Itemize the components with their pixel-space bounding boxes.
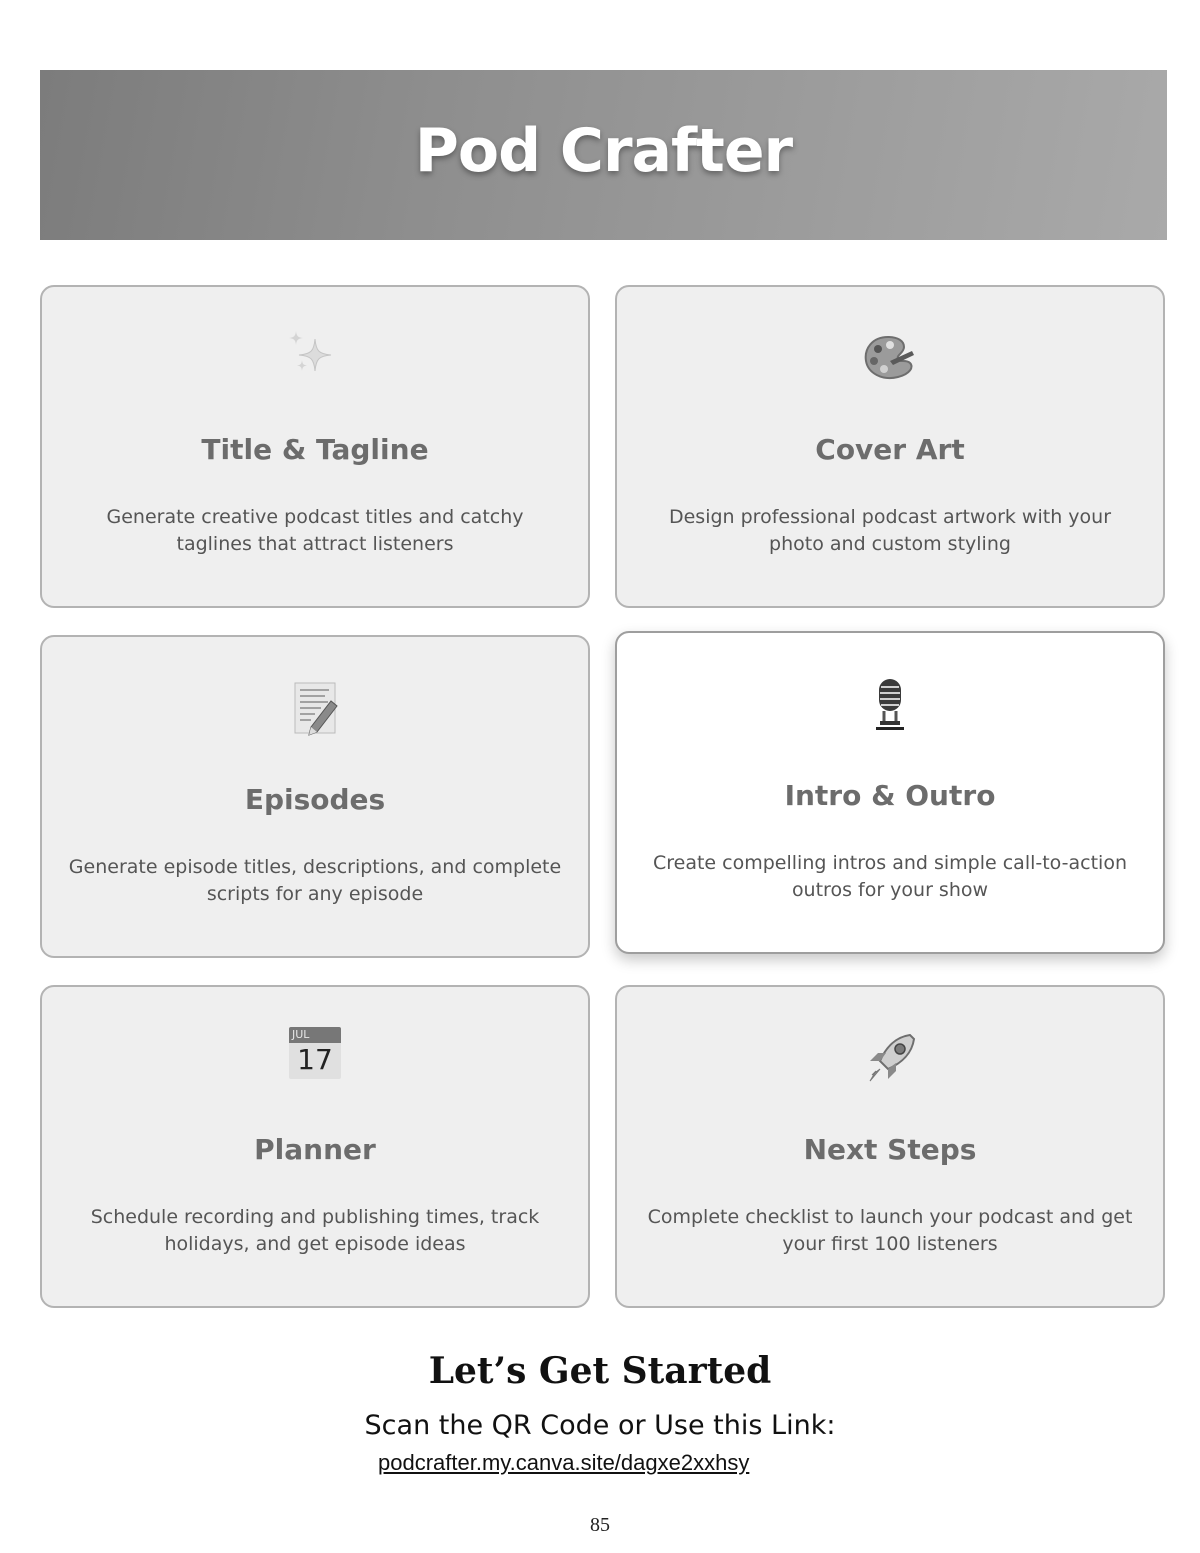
calendar-month: JUL <box>289 1027 341 1043</box>
studio-microphone-icon <box>860 677 920 733</box>
card-description: Schedule recording and publishing times, track holidays, and get episode ideas <box>90 1206 540 1255</box>
page-number: 85 <box>590 1514 610 1536</box>
memo-pencil-icon <box>285 681 345 737</box>
card-description: Generate episode titles, descriptions, and complete scripts for any episode <box>68 856 562 905</box>
card-title-tagline[interactable] <box>40 285 590 608</box>
website-link[interactable]: podcrafter.my.canva.site/dagxe2xxhsy <box>378 1450 750 1475</box>
card-title: Title & Tagline <box>201 433 429 466</box>
card-title: Cover Art <box>815 433 965 466</box>
card-planner[interactable] <box>40 985 590 1308</box>
app-title: Pod Crafter <box>414 116 793 186</box>
card-title: Next Steps <box>803 1133 977 1166</box>
calendar-icon <box>289 1027 341 1079</box>
cta-heading: Let’s Get Started <box>428 1350 772 1392</box>
artist-palette-icon <box>860 331 920 387</box>
card-intro-outro[interactable] <box>615 631 1165 954</box>
calendar-day: 17 <box>297 1043 333 1076</box>
scan-instructions: Scan the QR Code or Use this Link: <box>364 1410 836 1441</box>
card-cover-art[interactable] <box>615 285 1165 608</box>
card-episodes[interactable] <box>40 635 590 958</box>
card-description: Generate creative podcast titles and catchy taglines that attract listeners <box>106 506 524 555</box>
rocket-icon <box>860 1031 920 1087</box>
card-title: Intro & Outro <box>784 779 996 812</box>
header-banner <box>40 70 1167 240</box>
card-description: Create compelling intros and simple call-to-action outros for your show <box>652 852 1128 901</box>
card-title: Episodes <box>244 783 386 816</box>
card-description: Design professional podcast artwork with your photo and custom styling <box>668 506 1112 555</box>
card-next-steps[interactable] <box>615 985 1165 1308</box>
sparkles-icon <box>285 331 345 387</box>
card-title: Planner <box>254 1133 376 1166</box>
card-description: Complete checklist to launch your podcast and get your first 100 listeners <box>647 1206 1133 1255</box>
